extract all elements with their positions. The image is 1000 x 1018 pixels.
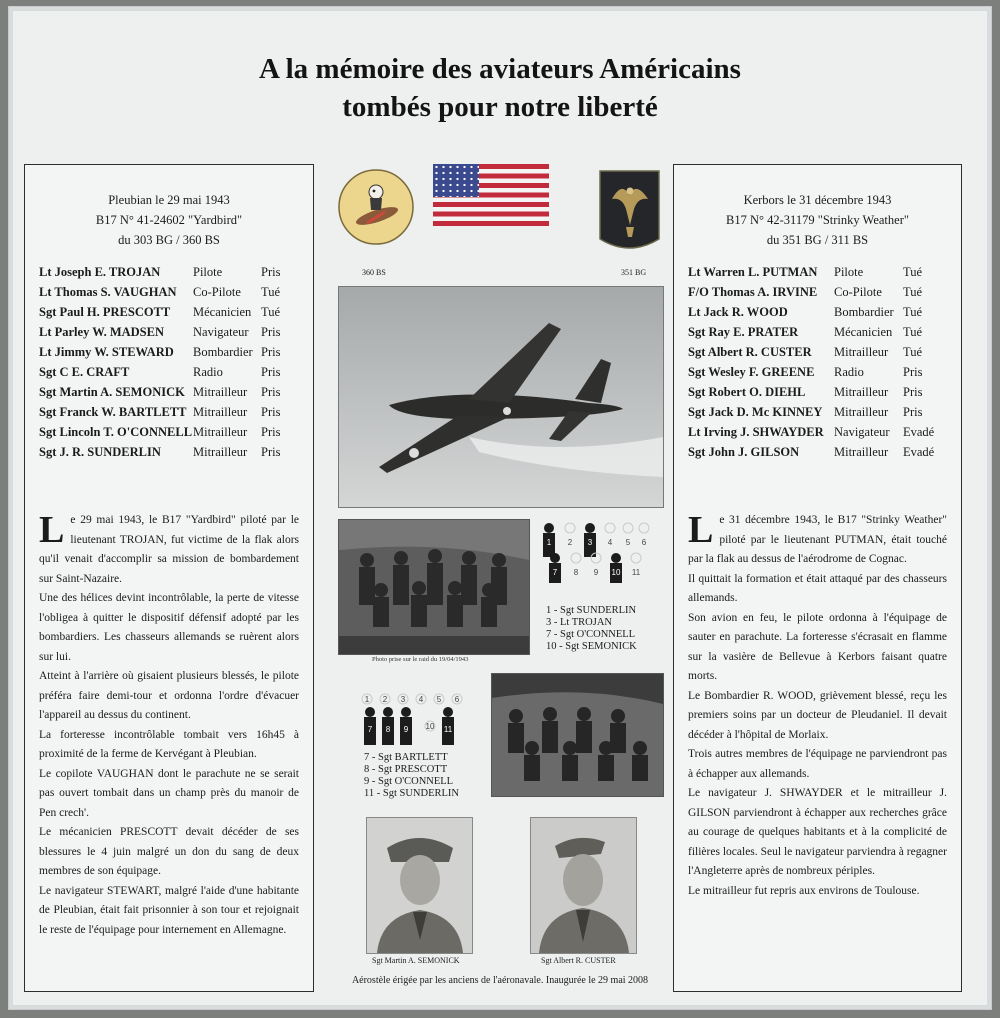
insignia-360bs xyxy=(337,168,415,246)
left-panel-yardbird xyxy=(24,164,314,992)
left-crew-status: Pris xyxy=(261,265,281,279)
silhouette-number: 8 xyxy=(385,725,391,734)
left-heading-aircraft: B17 N° 41-24602 "Yardbird" xyxy=(95,213,243,227)
left-crew-role: Mitrailleur xyxy=(193,385,248,399)
right-crew-status: Tué xyxy=(903,265,922,279)
left-crew-status: Pris xyxy=(261,345,281,359)
right-crew-role: Pilote xyxy=(834,265,864,279)
right-crew-row xyxy=(688,342,961,362)
left-story xyxy=(39,511,299,940)
right-crew-row xyxy=(688,442,961,462)
portrait-semonick-image xyxy=(367,818,472,953)
left-crew-row xyxy=(39,442,313,462)
silhouette-number: 3 xyxy=(587,538,593,547)
silhouette-number: 7 xyxy=(552,568,558,577)
right-heading-place-date: Kerbors le 31 décembre 1943 xyxy=(743,193,892,207)
plaque-footer: Aérostèle érigée par les anciens de l'aéronavale. Inaugurée le 29 mai 2008 xyxy=(351,975,649,986)
right-crew-status: Tué xyxy=(903,325,922,339)
left-crew-status: Pris xyxy=(261,425,281,439)
left-crew-name: Sgt J. R. SUNDERLIN xyxy=(39,445,161,459)
american-flag xyxy=(433,164,549,226)
right-crew-name: F/O Thomas A. IRVINE xyxy=(688,285,818,299)
right-story xyxy=(688,511,947,901)
right-story-p1 xyxy=(688,511,947,570)
portrait-semonick xyxy=(366,817,473,954)
right-crew-row xyxy=(688,402,961,422)
left-dropcap: L xyxy=(39,509,65,551)
plaque-title xyxy=(0,50,1000,126)
left-crew-role: Pilote xyxy=(193,265,223,279)
left-crew-role: Mitrailleur xyxy=(193,405,248,419)
left-crew-role: Mécanicien xyxy=(193,305,252,319)
left-crew-status: Pris xyxy=(261,445,281,459)
left-crew-name: Lt Jimmy W. STEWARD xyxy=(39,345,174,359)
right-crew-name: Sgt Ray E. PRATER xyxy=(688,325,799,339)
right-crew-role: Mitrailleur xyxy=(834,345,889,359)
silhouette-number: 1 xyxy=(546,538,552,547)
portrait-semonick-caption: Sgt Martin A. SEMONICK xyxy=(372,956,460,965)
left-crew-role: Radio xyxy=(193,365,223,379)
right-crew-role: Bombardier xyxy=(834,305,894,319)
silhouette-number: 10 xyxy=(611,568,621,577)
silhouette-number: 1 xyxy=(364,695,370,704)
left-crew-name: Sgt Franck W. BARTLETT xyxy=(39,405,187,419)
right-story-p3: Son avion en feu, le pilote ordonna à l'équipage de sauter en parachute. La forteresse s'écrasait en flamme sur la vasière de Bellevue à Kerbors faisant quatre morts. xyxy=(688,611,947,682)
right-crew-status: Pris xyxy=(903,365,923,379)
right-crew-name: Lt Jack R. WOOD xyxy=(688,305,788,319)
crew-group-image-2 xyxy=(492,674,663,796)
crew-legend-1-line-3: 7 - Sgt O'CONNELL xyxy=(546,629,636,640)
crew-legend-2-line-1: 7 - Sgt BARTLETT xyxy=(364,752,448,763)
right-crew-row xyxy=(688,302,961,322)
silhouette-number: 9 xyxy=(593,568,599,577)
b17-bomber-image xyxy=(339,287,663,507)
right-crew-name: Lt Irving J. SHWAYDER xyxy=(688,425,824,439)
left-crew-row xyxy=(39,362,313,382)
left-story-p3: Atteint à l'arrière où gisaient plusieurs blessés, le pilote préféra faire demi-tour et ordonna l'ordre d'évacuer l'appareil au dessus du continent. xyxy=(39,670,299,721)
left-crew-row xyxy=(39,302,313,322)
left-crew-role: Mitrailleur xyxy=(193,445,248,459)
right-crew-list xyxy=(688,262,961,462)
crew-silhouettes-2-graphic xyxy=(358,692,470,752)
insignia-360bs-caption: 360 BS xyxy=(362,268,386,277)
right-story-p4: Le Bombardier R. WOOD, grièvement blessé, reçu les premiers soins par un docteur de Pleudaniel. Il devait décéder à l'hôpital de Morlaix. xyxy=(688,689,947,741)
left-crew-name: Sgt Lincoln T. O'CONNELL xyxy=(39,425,193,439)
right-story-p6: Le navigateur J. SHWAYDER et le mitrailleur J. GILSON parviendront à échapper aux recherches grâce au courage de quelques habitants et à la complicité de filières locales. Seul le navigateur parviendra à regagner l'Angleterre après de nombreux périples. xyxy=(688,787,947,877)
right-crew-role: Navigateur xyxy=(834,425,890,439)
crew-photo-2 xyxy=(491,673,664,797)
silhouette-number: 5 xyxy=(625,538,631,547)
crew-legend-2-line-4: 11 - Sgt SUNDERLIN xyxy=(364,788,459,799)
silhouette-number: 2 xyxy=(567,538,573,547)
right-crew-name: Lt Warren L. PUTMAN xyxy=(688,265,818,279)
right-story-p1-text: e 31 décembre 1943, le B17 "Strinky Weather" piloté par le lieutenant PUTMAN, était touché par la flak au dessus de l'aérodrome de Cognac. xyxy=(688,514,947,565)
left-crew-status: Pris xyxy=(261,365,281,379)
left-crew-row xyxy=(39,282,313,302)
silhouette-number: 5 xyxy=(436,695,442,704)
left-crew-status: Tué xyxy=(261,285,280,299)
right-crew-name: Sgt Jack D. Mc KINNEY xyxy=(688,405,823,419)
crew-silhouettes-2 xyxy=(358,692,470,752)
right-crew-status: Pris xyxy=(903,385,923,399)
right-crew-name: Sgt John J. GILSON xyxy=(688,445,800,459)
left-crew-row xyxy=(39,322,313,342)
silhouette-number: 7 xyxy=(367,725,373,734)
insignia-351bg-caption: 351 BG xyxy=(621,268,647,277)
right-crew-role: Mitrailleur xyxy=(834,445,889,459)
right-crew-role: Mitrailleur xyxy=(834,405,889,419)
left-heading-unit: du 303 BG / 360 BS xyxy=(118,233,220,247)
silhouette-number: 6 xyxy=(641,538,647,547)
right-crew-row xyxy=(688,282,961,302)
left-crew-name: Lt Thomas S. VAUGHAN xyxy=(39,285,177,299)
silhouette-number: 2 xyxy=(382,695,388,704)
right-crew-status: Tué xyxy=(903,305,922,319)
right-story-p7: Le mitrailleur fut repris aux environs de Toulouse. xyxy=(688,884,920,897)
left-crew-role: Mitrailleur xyxy=(193,425,248,439)
left-heading xyxy=(25,190,313,250)
silhouette-number: 10 xyxy=(425,722,435,731)
title-line-2: tombés pour notre liberté xyxy=(342,91,658,123)
right-crew-name: Sgt Wesley F. GREENE xyxy=(688,365,815,379)
left-crew-name: Lt Joseph E. TROJAN xyxy=(39,265,161,279)
left-crew-role: Navigateur xyxy=(193,325,249,339)
b17-flight-photo xyxy=(338,286,664,508)
left-crew-status: Pris xyxy=(261,385,281,399)
crew-legend-2-line-2: 8 - Sgt PRESCOTT xyxy=(364,764,448,775)
left-story-p6: Le mécanicien PRESCOTT devait décéder de ses blessures le 4 juin malgré un don du sang de deux membres de son équipage. xyxy=(39,826,299,877)
left-crew-status: Pris xyxy=(261,325,281,339)
right-crew-role: Mécanicien xyxy=(834,325,893,339)
left-crew-name: Sgt Paul H. PRESCOTT xyxy=(39,305,171,319)
right-heading xyxy=(674,190,961,250)
left-story-p1-text: e 29 mai 1943, le B17 "Yardbird" piloté par le lieutenant TROJAN, fut victime de la flak alors qu'il venait d'accomplir sa mission de bombardement sur Saint-Nazaire. xyxy=(39,514,299,585)
left-crew-role: Bombardier xyxy=(193,345,253,359)
left-story-p5: Le copilote VAUGHAN dont le parachute ne se serait pas ouvert tombait dans un champ près du manoir de Pen crech'. xyxy=(39,767,299,819)
crew-legend-2 xyxy=(364,752,459,800)
crew-legend-1 xyxy=(546,605,637,653)
insignia-360bs-icon xyxy=(337,168,415,246)
left-story-p7: Le navigateur STEWART, malgré l'aide d'une habitante de Pleubian, était fait prisonnier à son tour et rejoignait le reste de l'équipage pour internement en Allemagne. xyxy=(39,884,299,936)
right-crew-status: Evadé xyxy=(903,425,935,439)
left-story-p4: La forteresse incontrôlable tombait vers 16h45 à proximité de la ferme de Kervégant à Pleubian. xyxy=(39,728,299,760)
right-crew-row xyxy=(688,322,961,342)
right-crew-status: Evadé xyxy=(903,445,935,459)
right-heading-aircraft: B17 N° 42-31179 "Strinky Weather" xyxy=(726,213,909,227)
silhouette-number: 11 xyxy=(443,725,453,734)
portrait-custer xyxy=(530,817,637,954)
crew-group-image-1 xyxy=(339,520,529,654)
left-crew-row xyxy=(39,422,313,442)
right-crew-row xyxy=(688,262,961,282)
left-crew-row xyxy=(39,402,313,422)
insignia-351bg-icon xyxy=(598,169,661,257)
right-panel-strinky-weather xyxy=(673,164,962,992)
right-crew-row xyxy=(688,382,961,402)
right-story-p5: Trois autres membres de l'équipage ne parviendront pas à échapper aux allemands. xyxy=(688,748,947,780)
left-crew-row xyxy=(39,382,313,402)
silhouette-number: 4 xyxy=(607,538,613,547)
portrait-custer-caption: Sgt Albert R. CUSTER xyxy=(541,956,616,965)
insignia-351bg xyxy=(598,169,661,257)
title-line-1: A la mémoire des aviateurs Américains xyxy=(259,53,741,85)
crew-photo-1-credit: Photo prise sur le raid du 19/04/1943 xyxy=(372,656,469,663)
flag-canton xyxy=(433,164,479,197)
left-crew-status: Pris xyxy=(261,405,281,419)
right-crew-role: Radio xyxy=(834,365,864,379)
portrait-custer-image xyxy=(531,818,636,953)
right-heading-unit: du 351 BG / 311 BS xyxy=(766,233,869,247)
left-crew-name: Sgt Martin A. SEMONICK xyxy=(39,385,185,399)
right-story-p2: Il quittait la formation et était attaqué par des chasseurs allemands. xyxy=(688,572,947,604)
crew-legend-1-line-4: 10 - Sgt SEMONICK xyxy=(546,641,637,652)
left-crew-role: Co-Pilote xyxy=(193,285,241,299)
right-crew-name: Sgt Robert O. DIEHL xyxy=(688,385,806,399)
silhouette-number: 8 xyxy=(573,568,579,577)
left-crew-list xyxy=(39,262,313,462)
crew-legend-2-line-3: 9 - Sgt O'CONNELL xyxy=(364,776,454,787)
left-story-p2: Une des hélices devint incontrôlable, la perte de vitesse l'obligea à quitter le dispositif défensif adopté par les bombardiers. Les chasseurs allemands se ruèrent alors sur lui. xyxy=(39,592,299,663)
left-heading-place-date: Pleubian le 29 mai 1943 xyxy=(108,193,230,207)
right-crew-role: Mitrailleur xyxy=(834,385,889,399)
crew-silhouettes-1-graphic xyxy=(540,520,652,586)
left-crew-name: Lt Parley W. MADSEN xyxy=(39,325,164,339)
silhouette-number: 9 xyxy=(403,725,409,734)
silhouette-number: 3 xyxy=(400,695,406,704)
right-crew-status: Tué xyxy=(903,285,922,299)
left-crew-row xyxy=(39,342,313,362)
left-crew-row xyxy=(39,262,313,282)
silhouette-number: 4 xyxy=(418,695,424,704)
crew-silhouettes-1 xyxy=(540,520,652,586)
right-crew-row xyxy=(688,422,961,442)
crew-legend-1-line-1: 1 - Sgt SUNDERLIN xyxy=(546,605,637,616)
left-crew-status: Tué xyxy=(261,305,280,319)
right-crew-role: Co-Pilote xyxy=(834,285,882,299)
left-crew-name: Sgt C E. CRAFT xyxy=(39,365,130,379)
silhouette-number: 6 xyxy=(454,695,460,704)
right-crew-row xyxy=(688,362,961,382)
left-story-p1 xyxy=(39,511,299,589)
crew-photo-1 xyxy=(338,519,530,655)
right-crew-status: Tué xyxy=(903,345,922,359)
right-crew-name: Sgt Albert R. CUSTER xyxy=(688,345,812,359)
silhouette-number: 11 xyxy=(631,568,641,577)
crew-legend-1-line-2: 3 - Lt TROJAN xyxy=(546,617,613,628)
right-crew-status: Pris xyxy=(903,405,923,419)
right-dropcap: L xyxy=(688,509,714,551)
